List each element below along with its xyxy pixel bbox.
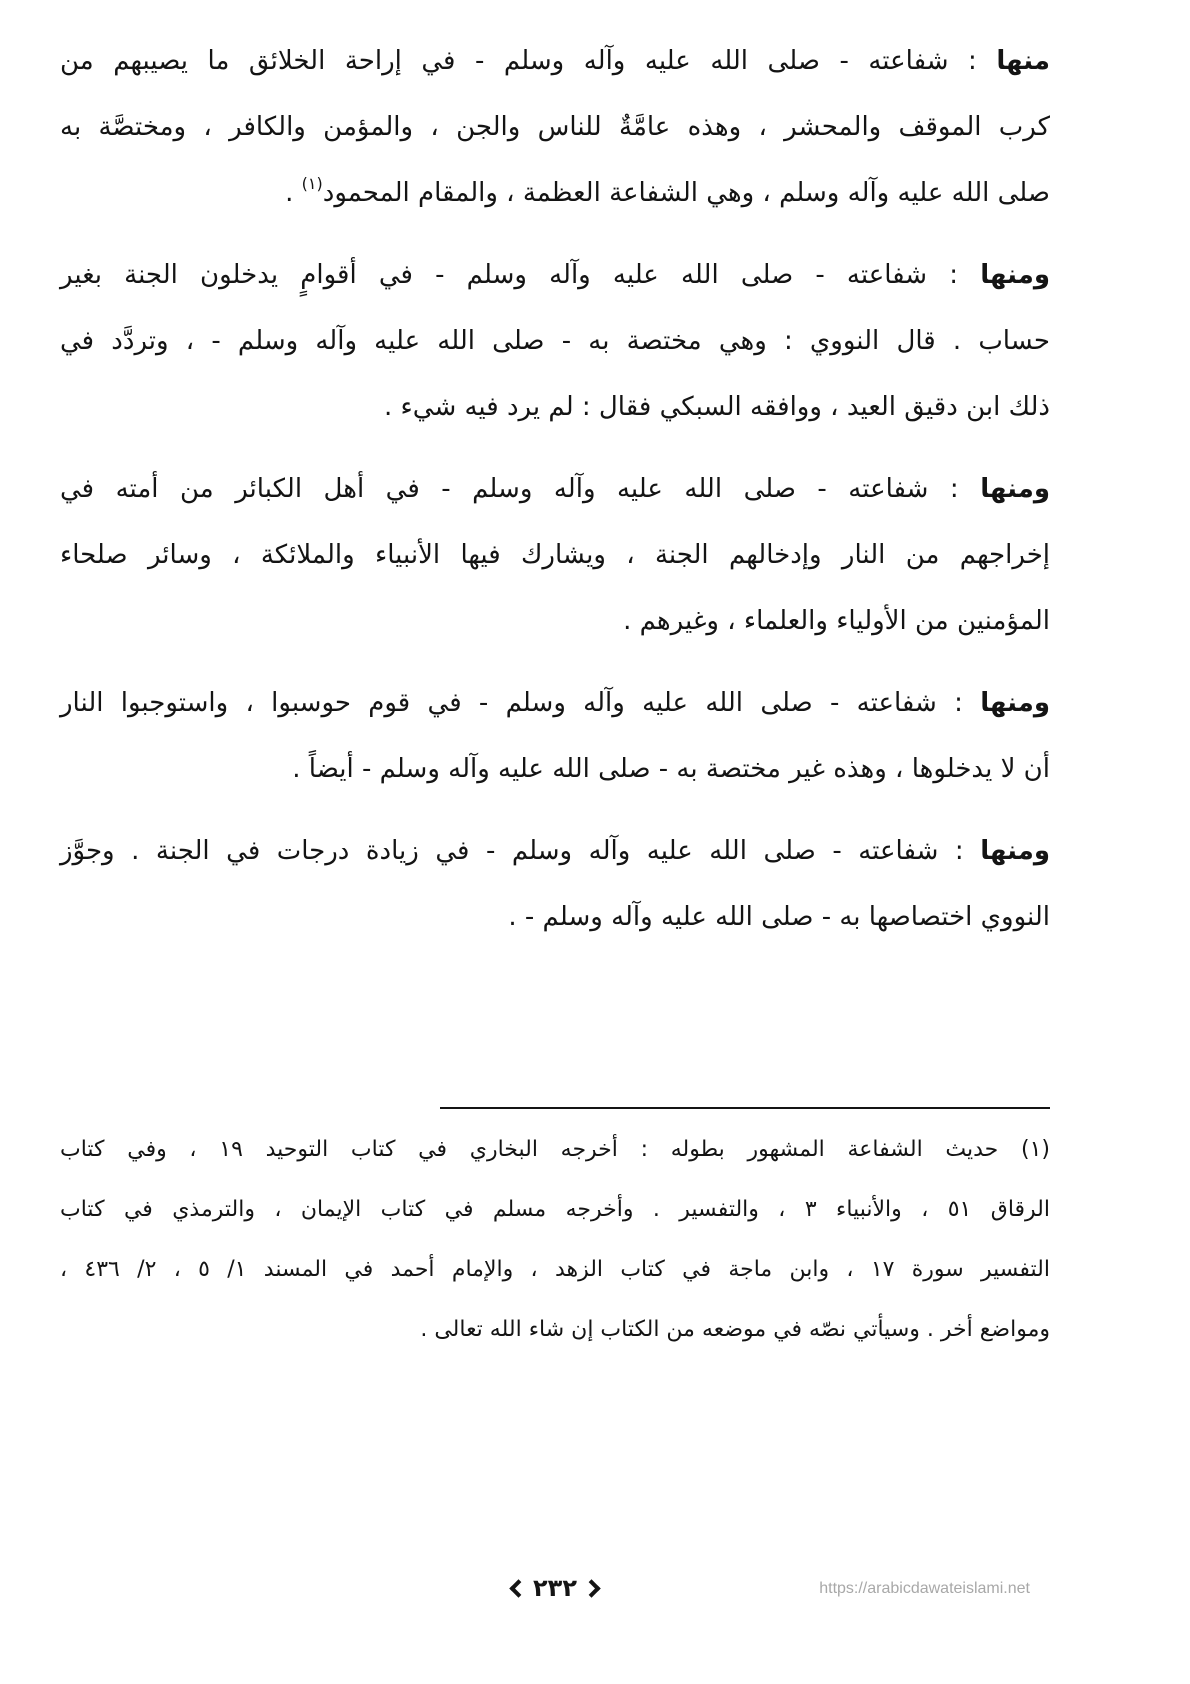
paragraph	[60, 670, 1050, 802]
footnote-line	[60, 1180, 1050, 1240]
paragraph-lead-word: ومنها	[980, 836, 1050, 866]
line-text: إخراجهم من النار وإدخالهم الجنة ، ويشارك فيها الأنبياء والملائكة ، وسائر صلحاء	[60, 540, 1050, 570]
footnote-separator	[440, 1107, 1050, 1109]
line-text	[60, 242, 1050, 308]
line-text: ذلك ابن دقيق العيد ، ووافقه السبكي فقال : لم يرد فيه شيء .	[384, 392, 1050, 422]
line-text	[60, 818, 1050, 884]
paragraph-lead-word: ومنها	[980, 688, 1050, 718]
footnote-line	[60, 1240, 1050, 1300]
line-body: : شفاعته - صلى الله عليه وآله وسلم - في زيادة درجات في الجنة . وجوَّز	[60, 836, 981, 866]
footnote-reference: (١)	[301, 174, 323, 193]
paragraph	[60, 818, 1050, 950]
line-text: النووي اختصاصها به - صلى الله عليه وآله وسلم - .	[508, 902, 1050, 932]
footnote-line-text: ومواضع أخر . وسيأتي نصّه في موضعه من الكتاب إن شاء الله تعالى .	[420, 1317, 1050, 1342]
text-line	[60, 588, 1050, 654]
line-body: : شفاعته - صلى الله عليه وآله وسلم - في أقوامٍ يدخلون الجنة بغير	[60, 260, 981, 290]
text-line	[60, 94, 1050, 160]
footnote-line-text: (١) حديث الشفاعة المشهور بطوله : أخرجه البخاري في كتاب التوحيد ١٩ ، وفي كتاب	[60, 1137, 1050, 1162]
text-line	[60, 374, 1050, 440]
main-text	[60, 28, 1050, 966]
footnote-line	[60, 1120, 1050, 1180]
line-text: المؤمنين من الأولياء والعلماء ، وغيرهم .	[623, 606, 1050, 636]
page-number-value: ٢٣٢	[533, 1574, 577, 1602]
text-line	[60, 522, 1050, 588]
left-ornament-icon	[509, 1579, 527, 1597]
line-text: حساب . قال النووي : وهي مختصة به - صلى الله عليه وآله وسلم - ، وتردَّد في	[60, 326, 1050, 356]
line-text: كرب الموقف والمحشر ، وهذه عامَّةٌ للناس والجن ، والمؤمن والكافر ، ومختصَّة به	[60, 112, 1050, 142]
footnote-line-text: الرقاق ٥١ ، والأنبياء ٣ ، والتفسير . وأخرجه مسلم في كتاب الإيمان ، والترمذي في كتاب	[60, 1197, 1050, 1222]
text-line	[60, 160, 1050, 226]
line-text	[60, 670, 1050, 736]
text-line	[60, 242, 1050, 308]
text-line	[60, 884, 1050, 950]
line-body: : شفاعته - صلى الله عليه وآله وسلم - في أهل الكبائر من أمته في	[60, 474, 981, 504]
line-text	[60, 28, 1050, 94]
line-text	[285, 160, 1050, 229]
paragraph	[60, 242, 1050, 440]
text-line	[60, 818, 1050, 884]
text-line	[60, 456, 1050, 522]
footnotes	[60, 1120, 1050, 1360]
paragraph-lead-word: ومنها	[980, 474, 1050, 504]
footnote-line	[60, 1300, 1050, 1360]
line-text: أن لا يدخلوها ، وهذه غير مختصة به - صلى الله عليه وآله وسلم - أيضاً .	[292, 754, 1050, 784]
paragraph-lead-word: منها	[996, 46, 1050, 76]
text-line	[60, 736, 1050, 802]
line-tail: .	[285, 178, 302, 208]
watermark-url: https://arabicdawateislami.net	[819, 1580, 1030, 1597]
paragraph	[60, 456, 1050, 654]
line-text	[60, 456, 1050, 522]
right-ornament-icon	[582, 1579, 600, 1597]
line-body: : شفاعته - صلى الله عليه وآله وسلم - في إراحة الخلائق ما يصيبهم من	[60, 46, 997, 76]
text-line	[60, 28, 1050, 94]
line-body: : شفاعته - صلى الله عليه وآله وسلم - في قوم حوسبوا ، واستوجبوا النار	[60, 688, 981, 718]
text-line	[60, 670, 1050, 736]
paragraph	[60, 28, 1050, 226]
footnote-line-text: التفسير سورة ١٧ ، وابن ماجة في كتاب الزهد ، والإمام أحمد في المسند ١/ ٥ ، ٢/ ٤٣٦ ،	[59, 1257, 1050, 1282]
text-line	[60, 308, 1050, 374]
line-body: صلى الله عليه وآله وسلم ، وهي الشفاعة العظمة ، والمقام المحمود	[322, 178, 1050, 208]
paragraph-lead-word: ومنها	[980, 260, 1050, 290]
